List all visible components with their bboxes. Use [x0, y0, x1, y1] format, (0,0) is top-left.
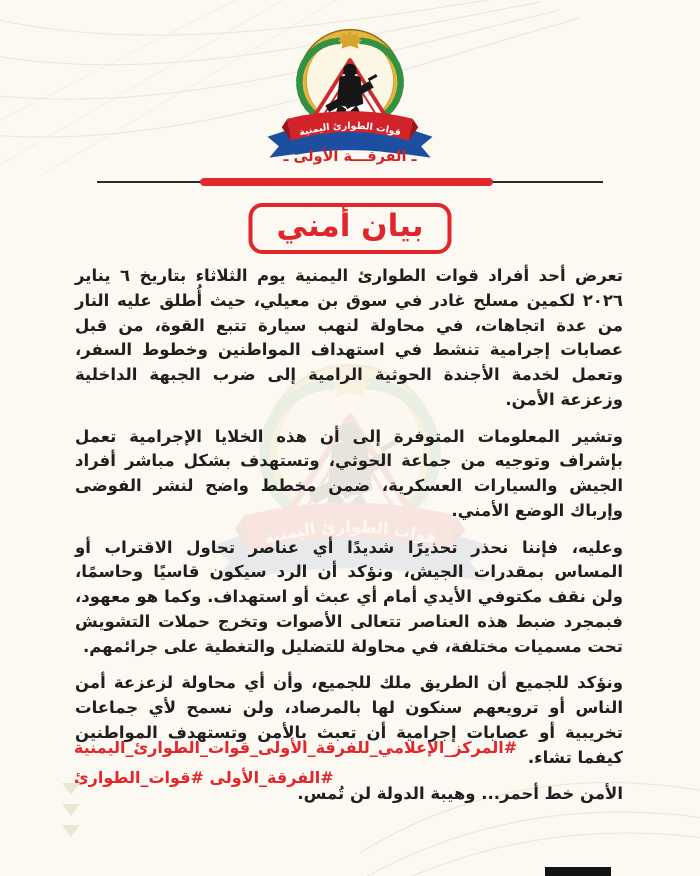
brigade-logo: [255, 22, 445, 170]
statement-paragraph-4: ونؤكد للجميع أن الطريق ملك للجميع، وأن أي محاولة لزعزعة أمن الناس أو ترويعهم سنكون لها بالمرصاد، ولن نسمح لأي جماعات تخريبية أو عصابات إجرامية أن تعبث بالأمن وتستهدف المواطنين كيفما تشاء.: [75, 673, 623, 767]
arrow-down-icon: [62, 783, 80, 795]
statement-paragraph-3: وعليه، فإننا نحذر تحذيرًا شديدًا أي عناصر تحاول الاقتراب أو المساس بمقدرات الجيش، ونؤكد أن الرد سيكون قاسيًا وحاسمًا، ولن نقف مكتوفي الأيدي أمام أي عبث أو استهداف. وكما هو معهود، فبمجرد ضبط هذه العناصر تتعالى الأصوات وتخرج حملات التشويش تحت مسميات مختلفة، في محاولة للتضليل والتغطية على جرائمهم.: [75, 537, 623, 656]
hashtag-line-1: #المركز_الإعلامي_للفرقة_الأولى_قوات_الطوارئ_اليمنية: [74, 738, 518, 757]
statement-paragraph-1: تعرض أحد أفراد قوات الطوارئ اليمنية يوم الثلاثاء بتاريخ ٦ يناير ٢٠٢٦ لكمين مسلح غادر في سوق بن معيلي، حيث أُطلق عليه النار من عدة اتجاهات، في محاولة لنهب سيارة تتبع القوة، من قبل عصابات إجرامية تنشط في استهداف المواطنين وخطوط السفر، وتعمل لخدمة الأجندة الحوثية الرامية إلى ضرب الجبهة الداخلية وزعزعة الأمن.: [75, 266, 623, 409]
bottom-crop-bar: [545, 867, 611, 876]
hashtag-line-2: #الفرقة_الأولى #قوات_الطوارئ: [74, 767, 334, 787]
arrow-down-icon: [62, 804, 80, 816]
brigade-name: ـ الفرقـــة الأولى ـ: [283, 149, 417, 165]
arrow-down-icon: [62, 825, 80, 837]
statement-paragraph-2: وتشير المعلومات المتوفرة إلى أن هذه الخلايا الإجرامية تعمل بإشراف وتوجيه من جماعة الحوثي، وتستهدف بشكل مباشر أفراد الجيش والسيارات العسكرية، ضمن مخطط واضح لنشر الفوضى وإرباك الوضع الأمني.: [75, 426, 623, 520]
closing-line: الأمن خط أحمر... وهيبة الدولة لن تُمس.: [297, 784, 623, 804]
divider-red-segment: [200, 178, 493, 186]
decorative-arrows: [62, 783, 80, 846]
statement-title: بيان أمني: [248, 203, 451, 254]
hashtag-block: [74, 733, 614, 792]
divider-line: [97, 181, 603, 183]
